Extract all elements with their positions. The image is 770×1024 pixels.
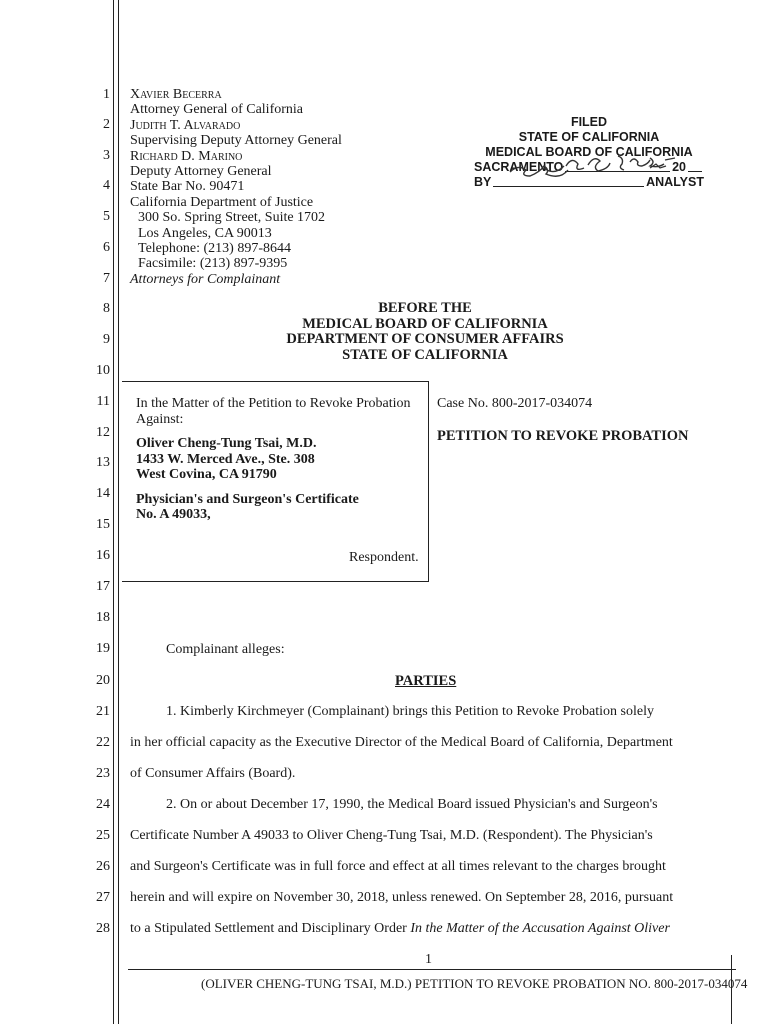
filed-role-label: ANALYST [646,175,704,189]
page-number: 1 [425,952,432,967]
respondent-address-1: 1433 W. Merced Ave., Ste. 308 [136,451,315,467]
line-number: 22 [96,735,110,750]
respondent-address-2: West Covina, CA 91790 [136,467,277,482]
board-heading-line: MEDICAL BOARD OF CALIFORNIA [302,315,548,332]
filed-year-line [688,160,702,172]
board-heading-line: DEPARTMENT OF CONSUMER AFFAIRS [286,331,564,347]
line-number: 18 [96,610,110,625]
line-number: 27 [96,890,110,905]
line-number: 24 [96,797,110,812]
board-heading-line: STATE OF CALIFORNIA [342,346,508,363]
section-heading-parties: PARTIES [395,673,457,689]
line-number: 5 [103,209,110,224]
attorney-general-title: Attorney General of California [130,102,303,118]
margin-rule-left [113,0,114,1024]
paragraph-1-line: 1. Kimberly Kirchmeyer (Complainant) brings this Petition to Revoke Probation solely [166,704,654,719]
line-number: 17 [96,579,110,594]
filed-state: STATE OF CALIFORNIA [518,130,660,144]
filed-board: MEDICAL BOARD OF CALIFORNIA [485,145,693,159]
line-number: 21 [96,704,110,719]
filed-by-label: BY [474,175,492,189]
line-number: 28 [96,921,110,936]
caption-matter: In the Matter of the Petition to Revoke Probation Against: [136,396,411,427]
line-number: 13 [96,455,110,470]
respondent-label: Respondent. [349,550,419,565]
board-heading [160,301,690,363]
certificate-line-2: No. A 49033, [136,507,211,522]
respondent-name: Oliver Cheng-Tung Tsai, M.D. [136,436,317,451]
deputy-attorney-name: Richard D. Marino [130,148,243,164]
paragraph-2-line: herein and will expire on November 30, 2018, unless renewed. On September 28, 2016, pursuant [130,890,674,905]
street-address: 300 So. Spring Street, Suite 1702 [138,210,326,226]
line-number: 15 [96,517,110,532]
facsimile: Facsimile: (213) 897-9395 [138,256,288,272]
filed-title: FILED [570,115,608,129]
paragraph-1-line: of Consumer Affairs (Board). [130,766,296,781]
line-number: 4 [103,178,110,193]
certificate-line-1: Physician's and Surgeon's Certificate [136,491,359,507]
margin-rule-right [118,0,119,1024]
board-heading-line: BEFORE THE [378,300,472,316]
attorney-block [130,87,342,287]
attorney-general-name: Xavier Becerra [130,87,222,102]
state-bar-number: State Bar No. 90471 [130,179,245,195]
line-number: 3 [103,148,110,163]
line-number: 14 [96,486,110,501]
supervising-attorney-name: Judith T. Alvarado [130,117,241,133]
line-number: 2 [103,117,110,132]
paragraph-2-case-title: In the Matter of the Accusation Against Oliver [410,921,670,936]
line-number: 19 [96,641,110,656]
line-number: 23 [96,766,110,781]
supervising-attorney-title: Supervising Deputy Attorney General [130,133,342,149]
line-number: 20 [96,673,110,688]
footer-caption: (OLIVER CHENG-TUNG TSAI, M.D.) PETITION TO REVOKE PROBATION NO. 800-2017-034074 [201,976,748,991]
line-number: 1 [103,87,110,102]
deputy-attorney-title: Deputy Attorney General [130,164,272,180]
paragraph-2-line: and Surgeon's Certificate was in full force and effect at all times relevant to the charges brought [130,859,666,874]
complainant-alleges: Complainant alleges: [166,642,285,657]
caption-parties [136,396,426,523]
paragraph-2-text: to a Stipulated Settlement and Disciplinary Order [130,921,411,936]
line-number: 7 [103,271,110,286]
paragraph-1-line: in her official capacity as the Executive Director of the Medical Board of California, Department [130,735,673,750]
filed-year-label: 20 [672,160,686,174]
line-number: 26 [96,859,110,874]
line-number: 8 [103,301,110,316]
case-number: Case No. 800-2017-034074 [437,396,593,411]
filed-place-label: SACRAMENTO [474,160,564,174]
paragraph-2-line: 2. On or about December 17, 1990, the Medical Board issued Physician's and Surgeon's [166,797,658,812]
line-number: 9 [103,332,110,347]
telephone: Telephone: (213) 897-8644 [138,241,291,257]
attorneys-for: Attorneys for Complainant [130,271,281,287]
city-address: Los Angeles, CA 90013 [138,225,272,241]
department-name: California Department of Justice [130,194,314,210]
line-number: 10 [96,363,110,378]
paragraph-2-line [130,921,670,937]
line-number: 16 [96,548,110,563]
line-number: 12 [96,425,110,440]
paragraph-2-line: Certificate Number A 49033 to Oliver Cheng-Tung Tsai, M.D. (Respondent). The Physician's [130,828,653,843]
handwritten-signature [500,138,690,188]
line-number: 11 [96,394,110,409]
footer-rule [128,969,736,970]
line-number: 25 [96,828,110,843]
petition-title: PETITION TO REVOKE PROBATION [437,428,689,444]
line-number: 6 [103,240,110,255]
